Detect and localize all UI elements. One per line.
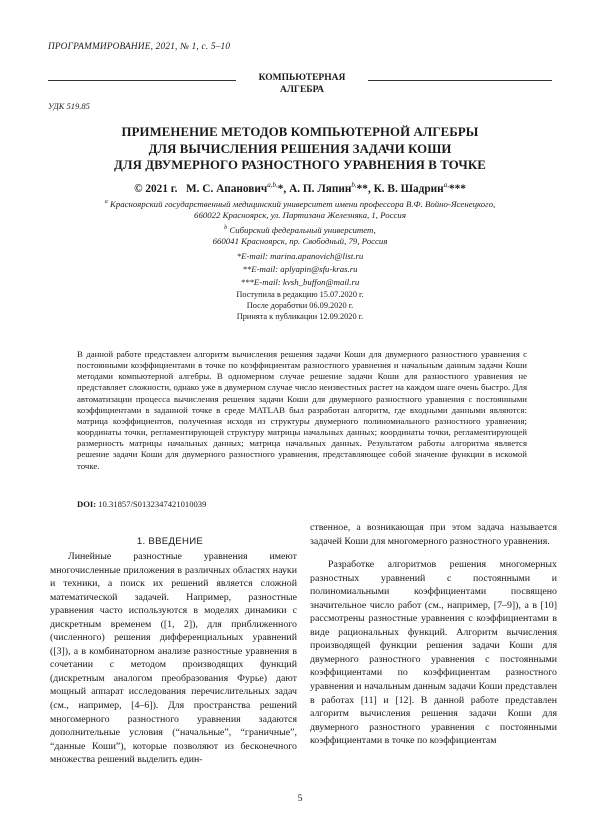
doi-value: 10.31857/S0132347421010039 [96, 499, 207, 509]
section-label [240, 72, 364, 96]
email-1: *E-mail: marina.apanovich@list.ru [236, 251, 364, 261]
doi-label: DOI: [77, 499, 97, 509]
doi [77, 499, 206, 509]
author-separator: , [283, 182, 290, 195]
author-separator: , [367, 182, 374, 195]
section-label-line2: АЛГЕБРА [279, 85, 325, 95]
authors-line [40, 181, 560, 195]
author-affiliation-mark: a,b, [267, 181, 278, 189]
abstract: В данной работе представлен алгоритм вычисления решения задачи Коши для двумерного разностного уравнения с постоянными коэффициентами в точке по коэффициентам разностного уравнения и начальным данным задачи Коши методами компьютерной алгебры. В одномерном случае решение задачи Коши для разностного уравнения не представляет сложности, однако уже в двумерном случае число неизвестных растет на каждом шаге очень быстро. Для автоматизации процесса вычисления решения задачи Коши для двумерного разностного уравнения с постоянными коэффициентами в заданной точке в среде MATLAB был разработан алгоритм, где входными данными являются: матрица коэффициентов, полученная исходя из структуры двумерного полиномиального разностного уравнения; координаты точки, регламентирующей структуру матрицы начальных данных; координаты точки, регламентирующей размерность матрицы начальных данных; матрица начальных данных. Результатом работы алгоритма является решение задачи Коши для двумерного разностного уравнения, представляющее собой значение функции в искомой точке. [77, 349, 527, 471]
email-3: ***E-mail: kvsh_buffon@mail.ru [240, 277, 360, 287]
paragraph: ственное, а возникающая при этом задача называется задачей Коши для многомерного разностного уравнения. [310, 522, 557, 547]
section-heading: 1. ВВЕДЕНИЕ [136, 536, 204, 547]
paragraph: Линейные разностные уравнения имеют многочисленные приложения в различных областях науки и техники, а поиск их решений является сложной математической задачей. Например, разностные уравнения часто используются в моделях динамики с дискретным временем ([1, 2]), для приближенного (численного) решения дифференциальных уравнений ([3]), а в комбинаторном анализе разностные уравнения в сочетании с методом производящих функций (дискретным аналогом преобразования Фурье) дают мощный аппарат исследования перечислительных задач (см., например, [4–6]). Для пространства решений многомерного разностного уравнения задаются дополнительные условия (“начальные”, “граничные”, “данные Коши”), которые позволяют из бесконечного множества решений выделить един- [50, 551, 297, 766]
affiliation-address: 660022 Красноярск, ул. Партизана Железняка, 1, Россия [194, 209, 406, 220]
email-2: **E-mail: aplyapin@sfu-kras.ru [242, 264, 358, 274]
section-rule-right [368, 80, 552, 81]
paragraph: Разработке алгоритмов решения многомерных разностных уравнений с постоянными и полиномиальными коэффициентами посвящено значительное число работ (см., например, [7–9]), а в [10] рассмотрены разностные уравнения с коэффициентами в виде рациональных функций. Алгоритм вычисления производящей функции решения задачи Коши для двумерного разностного уравнения с постоянными коэффициентами по коэффициентам разностного уравнения и начальным данным задачи Коши представлен в работах [11] и [12]. В данной работе представлен алгоритм вычисления решения задачи Коши для двумерного разностного уравнения с постоянными коэффициентами в точке по коэффициентам [310, 559, 557, 747]
right-column [310, 521, 557, 748]
title-line-2: ДЛЯ ВЫЧИСЛЕНИЯ РЕШЕНИЯ ЗАДАЧИ КОШИ [148, 141, 452, 156]
left-column [50, 550, 297, 767]
section-label-line1: КОМПЬЮТЕРНАЯ [258, 73, 346, 83]
affiliation-text: Сибирский федеральный университет, [229, 224, 376, 235]
revised-date: После доработки 06.09.2020 г. [246, 300, 354, 310]
section-rule-left [48, 80, 236, 81]
author-affiliation-mark: a, [443, 181, 449, 189]
affiliation-address: 660041 Красноярск, пр. Свободный, 79, Россия [212, 235, 388, 246]
publication-dates [200, 290, 400, 322]
copyright-year: © 2021 г. [134, 182, 178, 195]
author-name: К. В. Шадрин [373, 182, 444, 195]
udk-code: УДК 519.85 [48, 101, 90, 111]
affiliation-mark: b [224, 225, 228, 231]
journal-citation: ПРОГРАММИРОВАНИЕ, 2021, № 1, с. 5–10 [48, 42, 231, 52]
author-email-mark: *** [448, 182, 466, 195]
affiliation-a [60, 197, 540, 221]
received-date: Поступила в редакцию 15.07.2020 г. [236, 290, 364, 299]
author-affiliation-mark: b, [351, 181, 357, 189]
author-name: М. С. Апанович [185, 182, 268, 195]
affiliation-b [60, 223, 540, 247]
title-line-1: ПРИМЕНЕНИЕ МЕТОДОВ КОМПЬЮТЕРНОЙ АЛГЕБРЫ [121, 125, 479, 139]
affiliation-text: Красноярский государственный медицинский университет имени профессора В.Ф. Войно-Ясенецкого, [109, 198, 496, 209]
author-email-mark: * [277, 182, 284, 195]
author-email-mark: ** [356, 182, 368, 195]
article-title [40, 124, 560, 174]
affiliation-mark: a [104, 199, 108, 205]
page-number: 5 [297, 794, 303, 804]
author-name: А. П. Ляпин [289, 182, 352, 195]
title-line-3: ДЛЯ ДВУМЕРНОГО РАЗНОСТНОГО УРАВНЕНИЯ В ТОЧКЕ [114, 158, 486, 172]
accepted-date: Принята к публикации 12.09.2020 г. [236, 311, 364, 321]
